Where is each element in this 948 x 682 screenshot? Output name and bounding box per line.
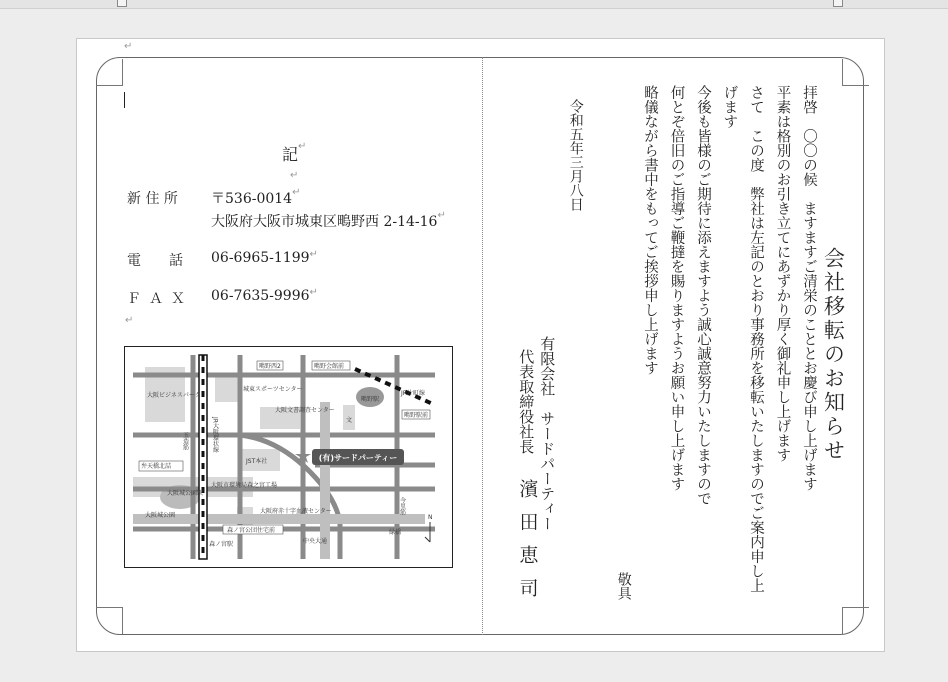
indent-marker-left[interactable] [117, 0, 127, 7]
access-map[interactable] [124, 346, 453, 568]
map-label: 大阪ビジネスパーク [147, 392, 201, 399]
postal-code: 〒536-0014 ↵ [211, 187, 301, 207]
company-map-label: (有)サードパーティー [318, 453, 398, 463]
issue-date: 令和五年三月八日 [567, 99, 584, 211]
greeting-line: 拝啓 〇〇の候 ますますご清栄のこととお慶び申し上げます [801, 85, 817, 491]
notice-title: 会社移転のお知らせ [821, 247, 846, 463]
map-label: 大阪市環境局森之宮工場 [211, 482, 278, 489]
text-cursor [124, 92, 125, 108]
map-label: 弁天橋北詰 [141, 463, 172, 470]
map-label: 大阪城公園駅 [167, 490, 204, 497]
representative-title: 代表取締役社長 [517, 349, 536, 454]
closing-keigu: 敬具 [615, 572, 632, 600]
paragraph-mark: ↵ [125, 315, 134, 326]
map-label: 森ノ宮公団住宅前 [227, 527, 276, 534]
map-label: N [428, 514, 433, 521]
map-label: 鴫野会館前 [314, 363, 345, 370]
map-label: 鴫野駅 [361, 396, 380, 403]
map-label: 城東スポーツセンター [243, 386, 303, 393]
greeting-line: 平素は格別のお引き立てにあずかり厚く御礼申し上げます [774, 85, 791, 462]
greeting-body [632, 85, 822, 605]
map-label: 今里筋 [398, 497, 406, 515]
map-label: 文 [346, 417, 353, 424]
crop-mark [842, 607, 869, 634]
map-label: JR片町線 [401, 390, 425, 397]
map-label: 大阪府赤十字血液センター [260, 508, 332, 515]
ruler-strip [0, 0, 948, 9]
map-label: JST本社 [246, 458, 268, 465]
paragraph-mark: ↵ [290, 170, 299, 181]
ki-heading: 記 ↵ [282, 141, 307, 164]
crop-mark [842, 59, 869, 86]
crop-mark [96, 59, 123, 86]
map-label: 鴫野駅前 [404, 412, 429, 419]
fax-number: 06-7635-9996 ↵ [211, 287, 318, 304]
address-label: 新 住 所 [127, 191, 178, 207]
map-label: JR大阪環状線 [211, 417, 219, 453]
map-label: 大阪城公園 [145, 512, 176, 519]
greeting-line: 今後も皆様のご期待に添えますよう誠心誠意努力いたしますので [695, 85, 711, 506]
greeting-line: 何とぞ倍旧のご指導ご鞭撻を賜りますようお願い申し上げます [668, 85, 685, 491]
greeting-line: さて この度 弊社は左記のとおり事務所を移転いたしますのでご案内申し上げます [721, 85, 764, 593]
map-label: 森ノ宮駅 [209, 541, 234, 548]
map-graphic [125, 347, 452, 567]
crop-mark [96, 607, 123, 634]
map-label: 玉造筋 [181, 432, 189, 450]
document-page[interactable] [76, 38, 885, 652]
map-label: 中央大通 [303, 538, 328, 545]
address-line: 大阪府大阪市城東区鴫野西 2-14-16 ↵ [211, 210, 446, 230]
company-name: 有限会社 サードパーティー [538, 336, 557, 531]
indent-marker-right[interactable] [833, 0, 843, 7]
map-label: 鴫野西2 [259, 363, 281, 370]
representative-name: 濱田恵司 [516, 479, 539, 611]
tel-label: 電 話 [127, 253, 183, 269]
fax-label: ＦＡＸ [127, 291, 193, 307]
paragraph-mark: ↵ [124, 41, 133, 52]
tel-number: 06-6965-1199 ↵ [211, 249, 318, 266]
fold-line [482, 57, 483, 635]
map-label: 大阪文書調査センター [275, 407, 335, 414]
map-label: 緑橋 [389, 529, 402, 536]
greeting-line: 略儀ながら書中をもってご挨拶申し上げます [642, 85, 658, 375]
